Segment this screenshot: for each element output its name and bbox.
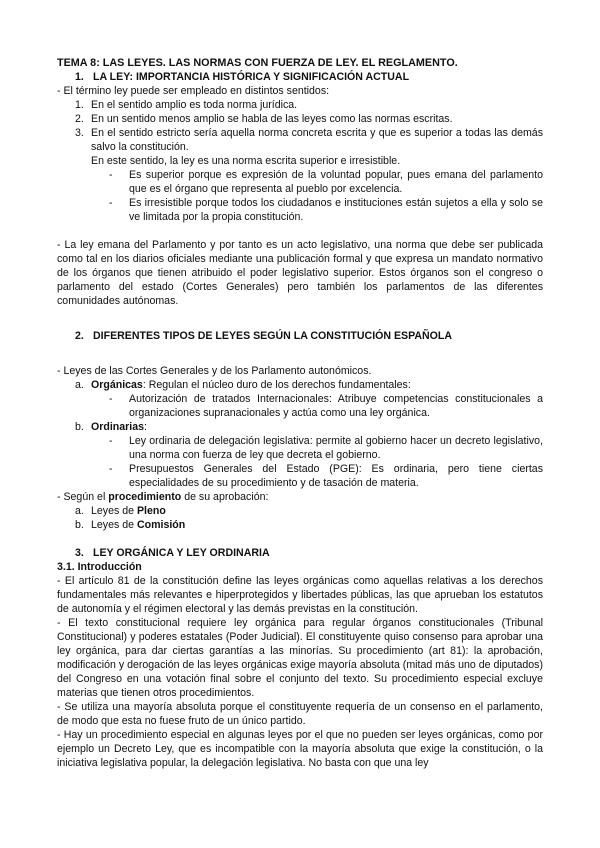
s3-subheading: 3.1. Introducción bbox=[57, 561, 142, 573]
s2-proc-item-a: a. Leyes de Pleno bbox=[75, 505, 166, 517]
s3-paragraph-1: - El artículo 81 de la constitución define las leyes orgánicas como aquellas relativas a los derechos fundamentales más relevantes e hiperprotegidos y libertades públicas, las que aprueban los estatutos de autonomía y el régimen electoral y las demás previstas en la constitución. bbox=[57, 575, 543, 615]
s1-item-3: 3. En el sentido estricto sería aquella norma concreta escrita y que es superior a todas las demás salvo la constitución. bbox=[75, 127, 543, 153]
s1-intro: - El término ley puede ser empleado en distintos sentidos: bbox=[57, 85, 330, 97]
s2-intro: - Leyes de las Cortes Generales y de los Parlamento autonómicos. bbox=[57, 365, 372, 377]
s3-paragraph-3: - Se utiliza una mayoría absoluta porque el constituyente requería de un consenso en el parlamento, de modo que esta no fuese fruto de un único partido. bbox=[57, 701, 543, 727]
s3-paragraph-2: - El texto constitucional requiere ley orgánica para regular órganos constitucionales (Tribunal Constitucional) y poderes estatales (Poder Judicial). El constituyente quiso consenso para aprobar una ley orgánica, para dar ciertas garantías a las minorías. Su procedimiento (art 81): la aprobación, modificación y derogación de las leyes orgánicas exige mayoría absoluta (mitad más uno de diputados) del Congreso en una votación final sobre el conjunto del texto. Su procedimiento especial excluye materias que tienen otros procedimientos. bbox=[57, 617, 543, 699]
section-3-heading: 3. LEY ORGÁNICA Y LEY ORDINARIA bbox=[75, 547, 270, 559]
s2-item-b: b. Ordinarias: bbox=[75, 421, 147, 433]
s1-paragraph: - La ley emana del Parlamento y por tanto es un acto legislativo, una norma que debe ser publicada como tal en los diarios oficiales mediante una publicación formal y que expresa un mandato normativo de los órganos que tienen atribuido el poder legislativo superior. Estos órganos son el congreso o parlamento del estado (Cortes Generales) pero también los parlamentos de las diferentes comunidades autónomas. bbox=[57, 239, 543, 307]
document-body bbox=[57, 56, 543, 770]
s1-item-1: 1. En el sentido amplio es toda norma jurídica. bbox=[75, 99, 298, 111]
section-1-heading: 1. LA LEY: IMPORTANCIA HISTÓRICA Y SIGNIFICACIÓN ACTUAL bbox=[75, 71, 410, 83]
s2-a-dash-1: - Autorización de tratados Internacionales: Atribuye competencias constitucionales a organizaciones supranacionales y actúa como una ley orgánica. bbox=[109, 393, 543, 419]
section-2-heading: 2. DIFERENTES TIPOS DE LEYES SEGÚN LA CONSTITUCIÓN ESPAÑOLA bbox=[75, 330, 453, 342]
s1-dash-1: - Es superior porque es expresión de la voluntad popular, pues emana del parlamento que es el órgano que representa al pueblo por excelencia. bbox=[109, 169, 543, 195]
document-title: TEMA 8: LAS LEYES. LAS NORMAS CON FUERZA DE LEY. EL REGLAMENTO. bbox=[57, 57, 458, 69]
s1-dash-2: - Es irresistible porque todos los ciudadanos e instituciones están sujetos a ella y solo se ve limitada por la propia constitución. bbox=[109, 197, 543, 223]
s1-item-2: 2. En un sentido menos amplio se habla de las leyes como las normas escritas. bbox=[75, 113, 453, 125]
s3-paragraph-4: - Hay un procedimiento especial en algunas leyes por el que no pueden ser leyes orgánicas, como por ejemplo un Decreto Ley, que es incompatible con la mayoría absoluta que exige la constitución, o la iniciativa legislativa popular, la delegación legislativa. No basta con que una ley bbox=[57, 729, 543, 769]
s2-proc-item-b: b. Leyes de Comisión bbox=[75, 519, 186, 531]
s2-b-dash-1: - Ley ordinaria de delegación legislativa: permite al gobierno hacer un decreto legislativo, una norma con fuerza de ley que decreta el gobierno. bbox=[109, 435, 543, 461]
s2-procedure: - Según el procedimiento de su aprobación: bbox=[57, 491, 269, 503]
s2-item-a: a. Orgánicas: Regulan el núcleo duro de los derechos fundamentales: bbox=[75, 379, 411, 391]
s2-b-dash-2: - Presupuestos Generales del Estado (PGE): Es ordinaria, pero tiene ciertas especialidades de su procedimiento y de tasación de materia. bbox=[109, 463, 543, 489]
s1-item-3-sub: En este sentido, la ley es una norma escrita superior e irresistible. bbox=[91, 155, 401, 167]
